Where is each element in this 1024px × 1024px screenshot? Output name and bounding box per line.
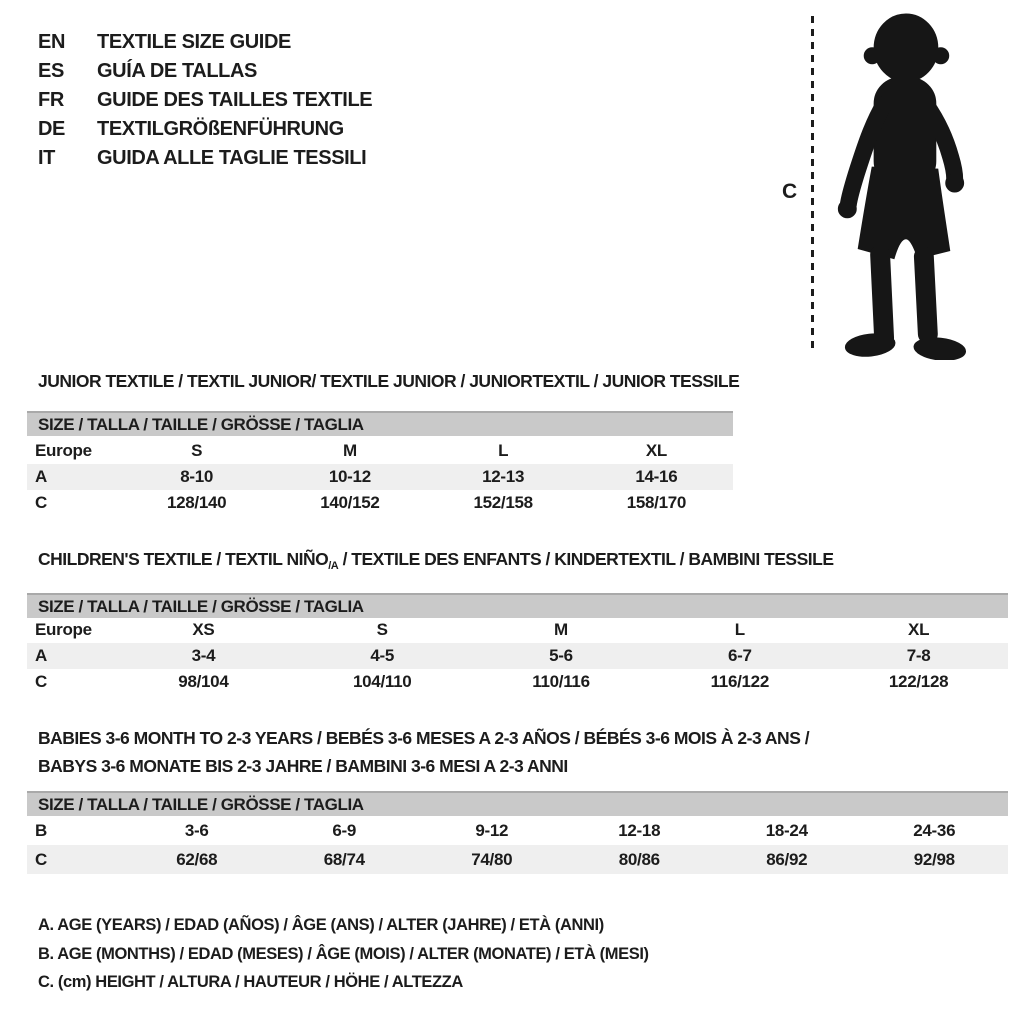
footnote-age-months: B. AGE (MONTHS) / EDAD (MESES) / ÂGE (MOIS) / ALTER (MONATE) / ETÀ (MESI) — [38, 944, 649, 963]
size-cell: XL — [908, 620, 930, 639]
age-cell: 10-12 — [328, 467, 371, 486]
height-cell: 80/86 — [618, 849, 660, 869]
table-row-age-months — [27, 816, 1008, 845]
language-title: TEXTILE SIZE GUIDE — [97, 31, 291, 53]
children-size-table — [27, 617, 1008, 695]
row-label: Europe — [35, 441, 92, 460]
age-cell: 8-10 — [180, 467, 214, 486]
height-cell: 86/92 — [766, 849, 808, 869]
age-cell: 18-24 — [765, 820, 808, 840]
size-cell: XS — [192, 620, 215, 639]
language-title: GUIDA ALLE TAGLIE TESSILI — [97, 147, 367, 169]
table-row-height — [27, 845, 1008, 874]
size-cell: L — [498, 441, 509, 460]
height-dashed-line — [811, 16, 814, 354]
height-cell: 140/152 — [320, 493, 380, 512]
title-text: CHILDREN'S TEXTILE / TEXTIL NIÑO — [38, 549, 329, 569]
height-cell: 152/158 — [473, 493, 533, 512]
height-cell: 116/122 — [710, 672, 769, 691]
age-cell: 5-6 — [549, 646, 573, 665]
size-cell: S — [191, 441, 203, 460]
age-cell: 24-36 — [913, 820, 956, 840]
row-label: C — [35, 493, 47, 512]
height-cell: 68/74 — [323, 849, 365, 869]
size-cell: M — [554, 620, 568, 639]
table-row-height — [27, 669, 1008, 695]
height-cell: 98/104 — [178, 672, 229, 691]
height-cell: 104/110 — [352, 672, 412, 691]
age-cell: 6-7 — [727, 646, 752, 665]
language-row-fr — [38, 86, 372, 115]
row-label: Europe — [35, 620, 92, 639]
language-list — [38, 28, 372, 173]
age-cell: 9-12 — [475, 820, 509, 840]
size-cell: S — [376, 620, 388, 639]
size-cell: M — [342, 441, 357, 460]
footnote-height-cm: C. (cm) HEIGHT / ALTURA / HAUTEUR / HÖHE / ALTEZZA — [38, 973, 463, 991]
language-code: ES — [38, 60, 64, 82]
title-line-2: BABYS 3-6 MONATE BIS 2-3 JAHRE / BAMBINI 3-6 MESI A 2-3 ANNI — [38, 756, 568, 776]
junior-size-table — [27, 438, 733, 516]
row-label: A — [35, 646, 47, 665]
language-row-en — [38, 28, 372, 57]
language-title: TEXTILGRÖßENFÜHRUNG — [97, 118, 344, 140]
size-header-bar-babies: SIZE / TALLA / TAILLE / GRÖSSE / TAGLIA — [27, 791, 1008, 816]
title-text: / TEXTILE DES ENFANTS / KINDERTEXTIL / BAMBINI TESSILE — [338, 549, 834, 569]
age-cell: 3-6 — [184, 820, 209, 840]
language-code: IT — [38, 147, 55, 169]
age-cell: 7-8 — [906, 646, 931, 665]
language-code: DE — [38, 118, 65, 140]
size-cell: XL — [645, 441, 667, 460]
table-row-europe — [27, 438, 733, 464]
size-cell: L — [734, 620, 745, 639]
section-title-children — [38, 549, 834, 572]
row-label: B — [35, 820, 47, 840]
language-row-it — [38, 144, 372, 173]
language-row-de — [38, 115, 372, 144]
age-cell: 6-9 — [332, 820, 357, 840]
table-row-height — [27, 490, 733, 516]
size-header-bar-junior: SIZE / TALLA / TAILLE / GRÖSSE / TAGLIA — [27, 411, 733, 436]
title-line-1: BABIES 3-6 MONTH TO 2-3 YEARS / BEBÉS 3-6 MESES A 2-3 AÑOS / BÉBÉS 3-6 MOIS À 2-3 ANS / — [38, 728, 810, 748]
row-label: A — [35, 467, 47, 486]
age-cell: 12-13 — [482, 467, 525, 486]
height-cell: 128/140 — [166, 493, 227, 512]
height-cell: 62/68 — [176, 849, 218, 869]
age-cell: 12-18 — [618, 820, 661, 840]
footnote-age-years: A. AGE (YEARS) / EDAD (AÑOS) / ÂGE (ANS) / ALTER (JAHRE) / ETÀ (ANNI) — [38, 916, 604, 934]
height-measure-label: C — [782, 180, 798, 203]
toddler-silhouette-icon — [820, 10, 982, 360]
row-label: C — [35, 849, 47, 869]
language-title: GUÍA DE TALLAS — [97, 60, 257, 82]
language-code: EN — [38, 31, 65, 53]
table-row-europe — [27, 617, 1008, 643]
row-label: C — [35, 672, 47, 691]
height-measurement-figure — [768, 6, 988, 358]
age-cell: 4-5 — [370, 646, 395, 665]
section-title-junior: JUNIOR TEXTILE / TEXTIL JUNIOR/ TEXTILE JUNIOR / JUNIORTEXTIL / JUNIOR TESSILE — [38, 371, 740, 391]
height-cell: 92/98 — [913, 849, 955, 869]
height-cell: 74/80 — [471, 849, 513, 869]
size-header-bar-children: SIZE / TALLA / TAILLE / GRÖSSE / TAGLIA — [27, 593, 1008, 618]
table-row-age — [27, 464, 733, 490]
language-title: GUIDE DES TAILLES TEXTILE — [97, 89, 373, 111]
height-cell: 158/170 — [626, 493, 687, 512]
section-title-babies — [38, 724, 809, 780]
table-row-age — [27, 643, 1008, 669]
age-cell: 3-4 — [191, 646, 216, 665]
height-cell: 110/116 — [532, 672, 590, 691]
height-cell: 122/128 — [888, 672, 949, 691]
footnotes — [38, 911, 649, 997]
language-row-es — [38, 57, 372, 86]
age-cell: 14-16 — [635, 467, 678, 486]
title-subscript: /A — [328, 560, 339, 572]
babies-size-table — [27, 816, 1008, 874]
language-code: FR — [38, 89, 64, 111]
